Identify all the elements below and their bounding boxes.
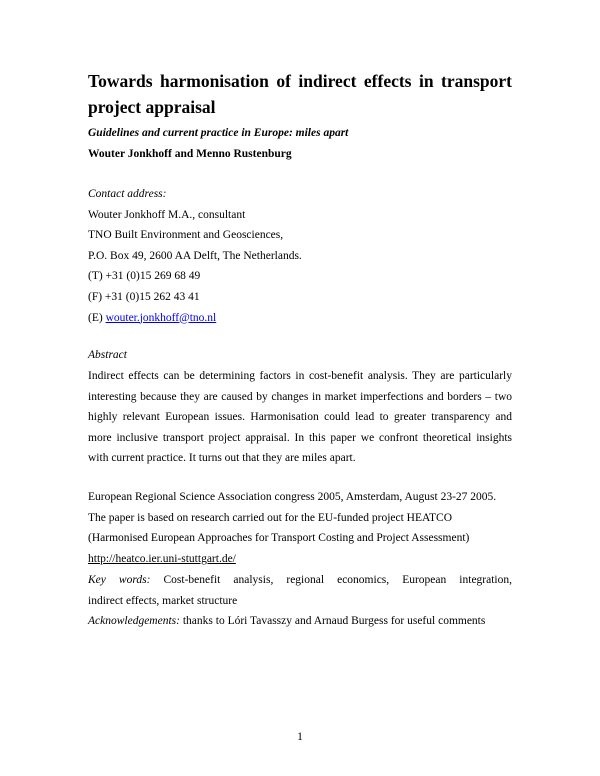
page-number: 1 xyxy=(297,731,303,743)
abstract-label: Abstract xyxy=(88,349,127,361)
abstract-text: Indirect effects can be determining factors in cost-benefit analysis. They are particularly interesting because they are caused by changes in market imperfections and borders – two highly relevant European issues. Harmonisation could lead to greater transparency and more inclusive transport project appraisal. In this paper we confront theoretical insights with current practice. It turns out that they are miles apart. xyxy=(88,370,512,465)
paper-subtitle: Guidelines and current practice in Europe: miles apart xyxy=(88,127,349,139)
keywords-text-1: Cost-benefit analysis, regional economics, European integration, xyxy=(163,574,512,586)
conference-line-2: The paper is based on research carried out for the EU-funded project HEATCO xyxy=(88,511,453,524)
project-url-line xyxy=(88,549,512,570)
contact-address: P.O. Box 49, 2600 AA Delft, The Netherlands. xyxy=(88,249,302,262)
paper-title: Towards harmonisation of indirect effects in transport project appraisal xyxy=(88,71,512,117)
acknowledgements-section xyxy=(88,611,512,632)
conference-section xyxy=(88,487,512,569)
keywords-label: Key words: xyxy=(88,574,151,586)
contact-section xyxy=(88,184,512,328)
conference-line-3: (Harmonised European Approaches for Transport Costing and Project Assessment) xyxy=(88,532,470,545)
contact-email-line xyxy=(88,308,512,329)
contact-name: Wouter Jonkhoff M.A., consultant xyxy=(88,208,246,221)
acknowledgements-text: thanks to Lóri Tavasszy and Arnaud Burgess for useful comments xyxy=(182,615,486,627)
contact-phone: (T) +31 (0)15 269 68 49 xyxy=(88,270,201,283)
keywords-line-1 xyxy=(88,570,512,591)
email-prefix: (E) xyxy=(88,311,106,324)
keywords-line-2: indirect effects, market structure xyxy=(88,594,238,607)
email-link[interactable]: wouter.jonkhoff@tno.nl xyxy=(105,311,217,324)
conference-line-1: European Regional Science Association congress 2005, Amsterdam, August 23-27 2005. xyxy=(88,491,497,503)
paper-authors: Wouter Jonkhoff and Menno Rustenburg xyxy=(88,148,292,160)
contact-fax: (F) +31 (0)15 262 43 41 xyxy=(88,290,200,303)
keywords-section xyxy=(88,570,512,611)
acknowledgements-line xyxy=(88,611,512,632)
abstract-heading xyxy=(88,345,512,366)
contact-label: Contact address: xyxy=(88,188,167,200)
acknowledgements-label: Acknowledgements: xyxy=(88,615,180,627)
project-url-link[interactable]: http://heatco.ier.uni-stuttgart.de/ xyxy=(88,552,236,565)
contact-organisation: TNO Built Environment and Geosciences, xyxy=(88,229,284,242)
